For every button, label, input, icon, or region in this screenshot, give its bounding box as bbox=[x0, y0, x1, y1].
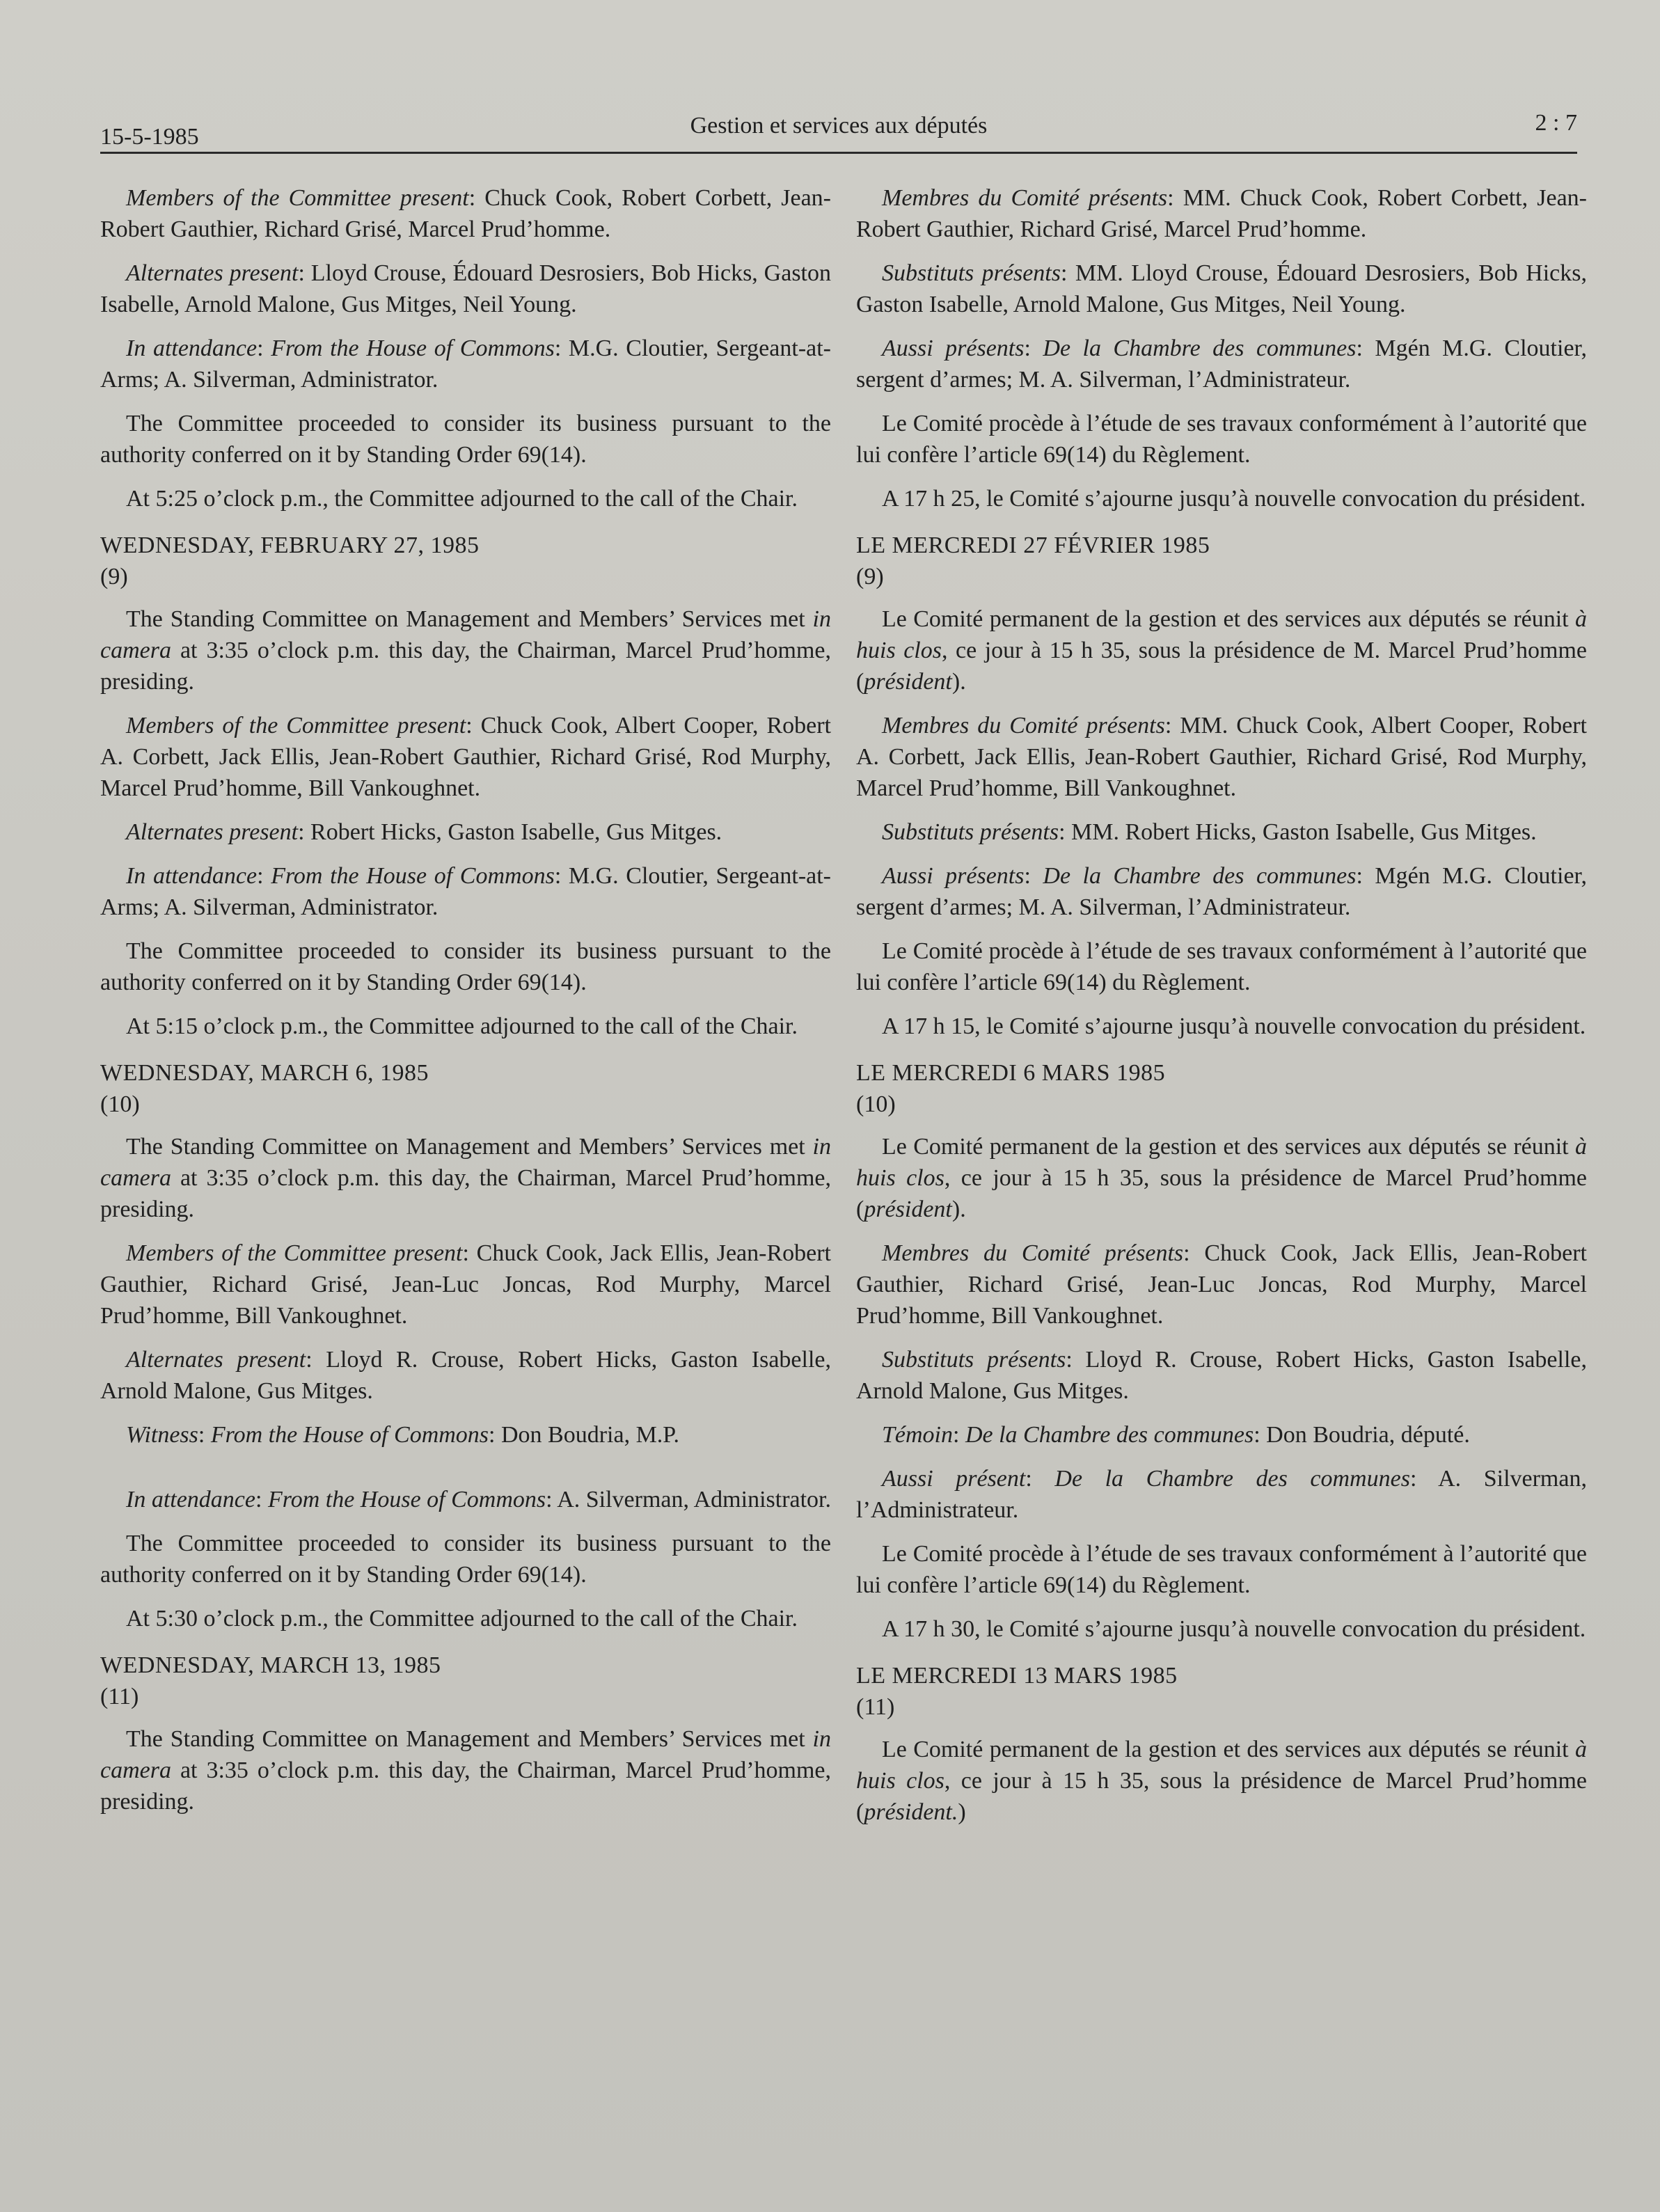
section-heading: WEDNESDAY, MARCH 13, 1985 bbox=[100, 1652, 441, 1678]
paragraph-attendance: In attendance: From the House of Commons: M.G. Cloutier, Sergeant-at-Arms; A. Silverman, Administrator. bbox=[100, 335, 831, 393]
paragraph-alternates: Alternates present: Robert Hicks, Gaston Isabelle, Gus Mitges. bbox=[126, 819, 722, 845]
paragraph-proceeded: The Committee proceeded to consider its business pursuant to the authority conferred on it by Standing Order 69(14). bbox=[100, 938, 831, 995]
paragraph-attendance: In attendance: From the House of Commons: M.G. Cloutier, Sergeant-at-Arms; A. Silverman, Administrator. bbox=[100, 863, 831, 920]
paragraph-membres: Membres du Comité présents: Chuck Cook, Jack Ellis, Jean-Robert Gauthier, Richard Grisé, Jean-Luc Joncas, Rod Murphy, Marcel Prud’homme, Bill Vankoughnet. bbox=[856, 1240, 1587, 1329]
paragraph-aussi: Aussi présents: De la Chambre des communes: Mgén M.G. Cloutier, sergent d’armes; M. A. Silverman, l’Administrateur. bbox=[856, 863, 1588, 920]
paragraph-adjourned: At 5:25 o’clock p.m., the Committee adjourned to the call of the Chair. bbox=[126, 486, 798, 512]
section-heading: WEDNESDAY, MARCH 6, 1985 bbox=[100, 1060, 429, 1086]
meeting-number: (9) bbox=[856, 564, 884, 590]
paragraph-attendance: In attendance: From the House of Commons: A. Silverman, Administrator. bbox=[126, 1487, 832, 1512]
paragraph-adjourned: At 5:30 o’clock p.m., the Committee adjourned to the call of the Chair. bbox=[126, 1606, 798, 1632]
paragraph-witness: Witness: From the House of Commons: Don Boudria, M.P. bbox=[126, 1422, 679, 1448]
paragraph-procede: Le Comité procède à l’étude de ses travaux conformément à l’autorité que lui confère l’article 69(14) du Règlement. bbox=[856, 938, 1587, 995]
paragraph-intro: The Standing Committee on Management and Members’ Services met in camera at 3:35 o’clock p.m. this day, the Chairman, Marcel Prud’homme, presiding. bbox=[100, 606, 831, 695]
paragraph-proceeded: The Committee proceeded to consider its business pursuant to the authority conferred on it by Standing Order 69(14). bbox=[100, 1531, 831, 1588]
paragraph-ajourne: A 17 h 25, le Comité s’ajourne jusqu’à nouvelle convocation du président. bbox=[882, 486, 1586, 512]
paragraph-aussi: Aussi présent: De la Chambre des communes: A. Silverman, l’Administrateur. bbox=[856, 1466, 1587, 1523]
paragraph-alternates: Alternates present: Lloyd R. Crouse, Robert Hicks, Gaston Isabelle, Arnold Malone, Gus Mitges. bbox=[100, 1347, 831, 1404]
paragraph-members: Members of the Committee present: Chuck Cook, Robert Corbett, Jean-Robert Gauthier, Richard Grisé, Marcel Prud’homme. bbox=[100, 185, 831, 242]
paragraph-ajourne: A 17 h 15, le Comité s’ajourne jusqu’à nouvelle convocation du président. bbox=[882, 1013, 1586, 1039]
meeting-number: (11) bbox=[100, 1684, 139, 1709]
meeting-number: (9) bbox=[100, 564, 128, 590]
paragraph-members: Members of the Committee present: Chuck Cook, Jack Ellis, Jean-Robert Gauthier, Richard Grisé, Jean-Luc Joncas, Rod Murphy, Marcel Prud’homme, Bill Vankoughnet. bbox=[100, 1240, 831, 1329]
meeting-number: (10) bbox=[856, 1091, 896, 1117]
section-heading: LE MERCREDI 6 MARS 1985 bbox=[856, 1060, 1166, 1086]
header-title: Gestion et services aux députés bbox=[690, 113, 988, 139]
page-number: 2 : 7 bbox=[1535, 110, 1577, 136]
paragraph-substituts: Substituts présents: MM. Robert Hicks, Gaston Isabelle, Gus Mitges. bbox=[882, 819, 1537, 845]
english-column bbox=[100, 182, 831, 1830]
paragraph-alternates: Alternates present: Lloyd Crouse, Édouard Desrosiers, Bob Hicks, Gaston Isabelle, Arnold Malone, Gus Mitges, Neil Young. bbox=[100, 260, 831, 317]
french-column bbox=[856, 182, 1587, 1840]
paragraph-substituts: Substituts présents: MM. Lloyd Crouse, Édouard Desrosiers, Bob Hicks, Gaston Isabelle, Arnold Malone, Gus Mitges, Neil Young. bbox=[856, 260, 1587, 317]
section-heading: LE MERCREDI 27 FÉVRIER 1985 bbox=[856, 532, 1210, 558]
paragraph-temoin: Témoin: De la Chambre des communes: Don Boudria, député. bbox=[882, 1422, 1470, 1448]
paragraph-intro: Le Comité permanent de la gestion et des services aux députés se réunit à huis clos, ce jour à 15 h 35, sous la présidence de Marcel Prud’homme (président.) bbox=[856, 1737, 1587, 1825]
meeting-number: (11) bbox=[856, 1694, 895, 1720]
header-date: 15-5-1985 bbox=[100, 124, 199, 150]
section-heading: WEDNESDAY, FEBRUARY 27, 1985 bbox=[100, 532, 480, 558]
paragraph-membres: Membres du Comité présents: MM. Chuck Cook, Albert Cooper, Robert A. Corbett, Jack Ellis, Jean-Robert Gauthier, Richard Grisé, Rod Murphy, Marcel Prud’homme, Bill Vankoughnet. bbox=[856, 713, 1587, 801]
paragraph-adjourned: At 5:15 o’clock p.m., the Committee adjourned to the call of the Chair. bbox=[126, 1013, 798, 1039]
paragraph-intro: The Standing Committee on Management and Members’ Services met in camera at 3:35 o’clock p.m. this day, the Chairman, Marcel Prud’homme, presiding. bbox=[100, 1134, 831, 1222]
paragraph-proceeded: The Committee proceeded to consider its business pursuant to the authority conferred on it by Standing Order 69(14). bbox=[100, 411, 831, 468]
page-header bbox=[100, 110, 1577, 154]
section-heading: LE MERCREDI 13 MARS 1985 bbox=[856, 1663, 1178, 1689]
paragraph-intro: Le Comité permanent de la gestion et des services aux députés se réunit à huis clos, ce jour à 15 h 35, sous la présidence de Marcel Prud’homme (président). bbox=[856, 1134, 1587, 1222]
paragraph-procede: Le Comité procède à l’étude de ses travaux conformément à l’autorité que lui confère l’article 69(14) du Règlement. bbox=[856, 411, 1587, 468]
paragraph-substituts: Substituts présents: Lloyd R. Crouse, Robert Hicks, Gaston Isabelle, Arnold Malone, Gus Mitges. bbox=[856, 1347, 1588, 1404]
paragraph-intro: Le Comité permanent de la gestion et des services aux députés se réunit à huis clos, ce jour à 15 h 35, sous la présidence de M. Marcel Prud’homme (président). bbox=[856, 606, 1587, 695]
meeting-number: (10) bbox=[100, 1091, 140, 1117]
paragraph-procede: Le Comité procède à l’étude de ses travaux conformément à l’autorité que lui confère l’article 69(14) du Règlement. bbox=[856, 1541, 1587, 1598]
paragraph-aussi: Aussi présents: De la Chambre des communes: Mgén M.G. Cloutier, sergent d’armes; M. A. Silverman, l’Administrateur. bbox=[856, 335, 1588, 393]
paragraph-membres: Membres du Comité présents: MM. Chuck Cook, Robert Corbett, Jean-Robert Gauthier, Richard Grisé, Marcel Prud’homme. bbox=[856, 185, 1587, 242]
paragraph-intro: The Standing Committee on Management and Members’ Services met in camera at 3:35 o’clock p.m. this day, the Chairman, Marcel Prud’homme, presiding. bbox=[100, 1726, 831, 1815]
paragraph-ajourne: A 17 h 30, le Comité s’ajourne jusqu’à nouvelle convocation du président. bbox=[882, 1616, 1586, 1642]
paragraph-members: Members of the Committee present: Chuck Cook, Albert Cooper, Robert A. Corbett, Jack Ellis, Jean-Robert Gauthier, Richard Grisé, Rod Murphy, Marcel Prud’homme, Bill Vankoughnet. bbox=[100, 713, 831, 801]
spacer bbox=[100, 1463, 831, 1484]
